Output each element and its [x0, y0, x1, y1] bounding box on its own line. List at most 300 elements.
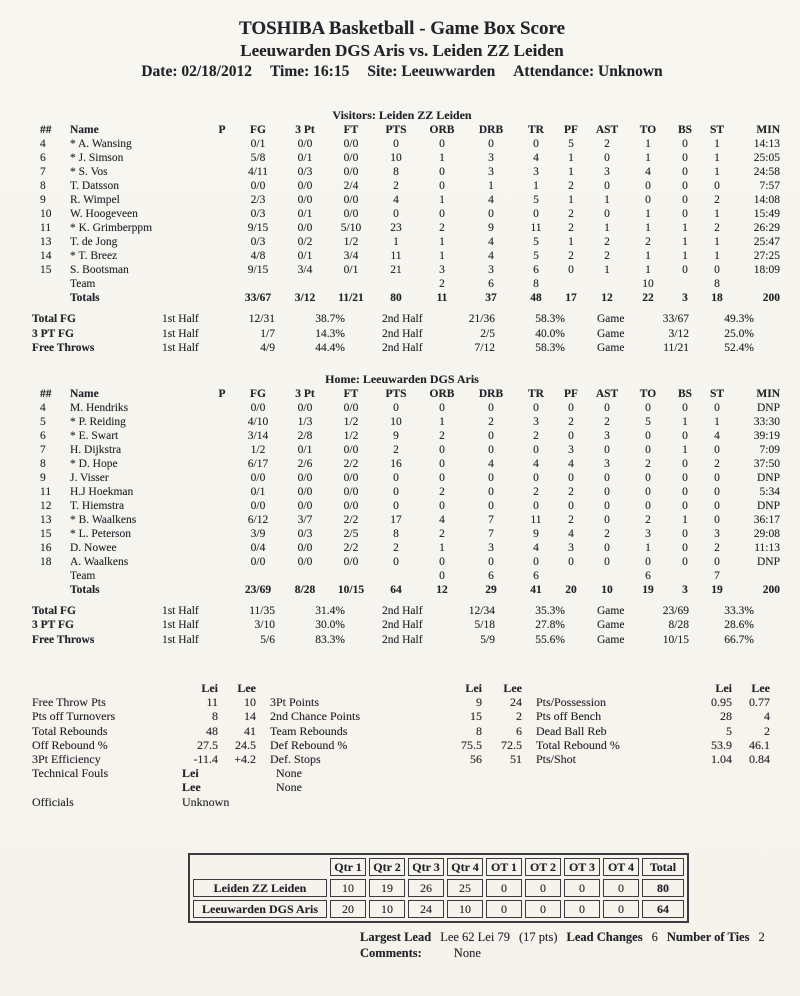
stat-st: 1 [714, 138, 720, 150]
lei-value: 48 [206, 723, 218, 738]
lee-value: 2 [516, 709, 522, 724]
stat-pts: 0 [393, 208, 399, 220]
team-name-cell: Leeuwarden DGS Aris [193, 900, 327, 918]
first-half-pct: 14.3% [315, 327, 345, 340]
stat-3pt: 2/6 [297, 457, 313, 470]
stat-pf: 1 [568, 152, 574, 164]
page-title: TOSHIBA Basketball - Game Box Score [238, 18, 566, 39]
stat-3pt: 0/1 [297, 443, 313, 456]
stat-tr: 11 [530, 222, 542, 234]
stat-fg: 1/2 [250, 443, 266, 456]
stat-min [732, 277, 783, 291]
stat-min: DNP [756, 471, 780, 484]
comparison-row [32, 752, 772, 766]
lee-value: 72.5 [501, 737, 522, 752]
lei-value: 1.04 [711, 752, 732, 767]
col-header-name: Name [70, 124, 99, 136]
player-row [32, 137, 783, 151]
col-header-pf: PF [563, 387, 579, 400]
player-number: 18 [40, 555, 52, 568]
stat-drb: 4 [488, 236, 494, 248]
stat-drb: 0 [488, 485, 494, 498]
ot-score-cell: 0 [525, 879, 561, 897]
total-ast: 12 [601, 292, 613, 304]
col-header-bs: BS [677, 124, 693, 136]
visitors-half-summary [32, 312, 772, 356]
stat-ft: 0/0 [343, 152, 359, 164]
lei-value: 53.9 [711, 737, 732, 752]
stat-3pt: 0/1 [297, 208, 313, 220]
stat-drb: 0 [488, 208, 494, 220]
comments-label: Comments: [360, 945, 422, 960]
stat-3pt: 0/0 [297, 222, 313, 234]
stat-ast: 0 [604, 513, 610, 526]
stat-orb: 2 [439, 222, 445, 234]
stat-ft: 0/0 [343, 555, 359, 568]
stat-ast: 2 [604, 236, 610, 248]
player-position [210, 151, 234, 165]
col-qtr3: Qtr 3 [408, 858, 444, 876]
stat-min: 15:49 [753, 208, 780, 220]
player-name: * B. Waalkens [70, 513, 137, 526]
total-to: 22 [642, 292, 654, 304]
player-row [32, 249, 783, 263]
second-half-value: 5/18 [474, 619, 495, 631]
stat-st: 1 [714, 236, 720, 248]
totals-label: Totals [70, 583, 100, 596]
stat-to: 1 [645, 208, 651, 220]
stat-fg: 0/0 [250, 555, 266, 568]
col-header-to: TO [639, 124, 657, 136]
home-totals-row [32, 583, 783, 597]
total-st: 19 [711, 583, 723, 596]
stat-drb: 3 [488, 166, 494, 178]
stat-ft: 2/5 [343, 527, 359, 540]
stat-ft: 0/0 [343, 166, 359, 178]
col-header-drb: DRB [478, 124, 504, 136]
stat-to: 0 [645, 471, 651, 484]
stat-min: 25:05 [753, 152, 780, 164]
stat-ft: 0/0 [343, 443, 359, 456]
lei-header: Lei [465, 681, 482, 695]
stat-pf: 5 [568, 138, 574, 150]
stat-orb: 0 [439, 208, 445, 220]
lee-value: 41 [244, 723, 256, 738]
stat-bs: 0 [682, 499, 688, 512]
player-row [32, 429, 783, 443]
spacer [32, 780, 182, 794]
total-ft: 10/15 [337, 583, 365, 596]
stat-bs: 0 [682, 457, 688, 470]
col-header-pts: PTS [385, 124, 407, 136]
stat-tr: 3 [533, 166, 539, 178]
total-pts: 64 [390, 583, 402, 596]
total-st: 18 [711, 292, 723, 304]
stat-ft: 2/2 [343, 541, 359, 554]
stat-st: 0 [714, 180, 720, 192]
stat-bs: 0 [682, 527, 688, 540]
game-value: 8/28 [668, 619, 689, 631]
visitors-totals-row [32, 291, 783, 305]
stat-ast: 3 [604, 429, 610, 442]
player-name: H. Dijkstra [70, 443, 122, 456]
stat-st: 0 [714, 264, 720, 276]
home-section-title: Home: Leeuwarden DGS Aris [325, 371, 479, 386]
ot-score-cell: 0 [486, 900, 522, 918]
stat-tr: 9 [533, 527, 539, 540]
second-half-label: 2nd Half [382, 327, 423, 340]
stat-orb: 0 [439, 499, 445, 512]
spacer [32, 291, 70, 305]
game-label: Game [597, 619, 625, 631]
second-half-pct: 58.3% [535, 313, 565, 325]
stat-drb: 4 [488, 194, 494, 206]
stat-pts: 10 [390, 152, 402, 164]
stat-min: 36:17 [753, 513, 780, 526]
player-row [32, 499, 783, 513]
col-header-ft: FT [343, 387, 359, 400]
player-name: W. Hoogeveen [70, 208, 138, 220]
officials-value: Unknown [182, 794, 230, 809]
stat-pf: 4 [568, 527, 574, 540]
stat-fg: 4/8 [250, 250, 266, 262]
stat-to: 1 [645, 138, 651, 150]
stat-bs: 0 [682, 208, 688, 220]
lee-value: 24 [510, 695, 522, 710]
stat-to: 0 [645, 443, 651, 456]
stat-st: 7 [714, 569, 720, 582]
stat-tr: 6 [533, 264, 539, 276]
col-header-p: P [218, 387, 226, 400]
stat-3pt: 0/0 [297, 555, 313, 568]
player-number: 13 [40, 236, 52, 248]
player-row [32, 415, 783, 429]
stat-pf: 2 [568, 250, 574, 262]
stat-st: 0 [714, 443, 720, 456]
ot-score-cell: 0 [564, 879, 600, 897]
lee-value: 51 [510, 752, 522, 767]
stat-to: 0 [645, 555, 651, 568]
stat-fg: 0/0 [250, 180, 266, 192]
lee-value: 46.1 [749, 737, 770, 752]
stat-ast: 0 [604, 443, 610, 456]
stat-ast: 0 [604, 152, 610, 164]
total-drb: 37 [485, 292, 497, 304]
stat-bs: 1 [682, 513, 688, 526]
player-position [210, 541, 234, 555]
stat-to: 4 [645, 166, 651, 178]
total-tr: 48 [530, 292, 542, 304]
player-position [210, 263, 234, 277]
total-ft: 11/21 [338, 292, 364, 304]
player-number: 14 [40, 250, 52, 262]
stat-st: 0 [714, 485, 720, 498]
player-number: 7 [40, 443, 46, 456]
stat-to: 1 [645, 541, 651, 554]
player-row [32, 541, 783, 555]
game-pct: 25.0% [724, 327, 754, 340]
lei-value: 27.5 [197, 737, 218, 752]
first-half-label: 1st Half [162, 313, 199, 325]
player-name: J. Visser [70, 471, 109, 484]
col-qtr1: Qtr 1 [330, 858, 366, 876]
stat-ft: 1/2 [343, 429, 359, 442]
spacer [32, 583, 70, 597]
player-name: * E. Swart [70, 429, 119, 442]
stat-to: 1 [645, 250, 651, 262]
half-stat-label: 3 PT FG [32, 327, 74, 340]
stat-to: 10 [642, 278, 654, 290]
first-half-value: 5/6 [260, 633, 275, 646]
game-pct: 28.6% [724, 619, 754, 631]
col-header-p: P [218, 124, 226, 136]
col-ot1: OT 1 [486, 858, 522, 876]
stat-orb: 1 [439, 236, 445, 248]
col-header-fg: FG [250, 387, 266, 400]
player-name: T. de Jong [70, 236, 118, 248]
player-row [32, 457, 783, 471]
game-value: 23/69 [662, 604, 689, 617]
stat-ast: 2 [604, 138, 610, 150]
player-row [32, 221, 783, 235]
stat-pts [374, 569, 418, 583]
stat-pf: 0 [568, 499, 574, 512]
col-header-ast: AST [595, 124, 619, 136]
stat-label-mid: Def. Stops [270, 752, 321, 767]
spacer [193, 858, 327, 876]
comparison-row [32, 738, 772, 752]
stat-3pt: 0/0 [297, 485, 313, 498]
col-header-name: Name [70, 387, 99, 400]
player-number: 4 [40, 138, 46, 150]
stat-st: 4 [714, 429, 720, 442]
lei-value: 56 [470, 752, 482, 767]
stat-drb: 3 [488, 152, 494, 164]
stat-fg: 0/1 [250, 138, 266, 150]
total-pts: 80 [390, 292, 402, 304]
stat-to: 0 [645, 180, 651, 192]
stat-pts: 9 [393, 429, 399, 442]
stat-pf: 2 [568, 513, 574, 526]
stat-to: 0 [645, 485, 651, 498]
lee-header: Lee [237, 681, 256, 695]
col-header-ast: AST [595, 387, 619, 400]
first-half-label: 1st Half [162, 619, 199, 631]
game-label: Game [597, 633, 625, 646]
stat-min: 24:58 [753, 166, 780, 178]
second-half-label: 2nd Half [382, 342, 423, 354]
first-half-value: 12/31 [248, 313, 275, 325]
stat-tr: 0 [533, 555, 539, 568]
stat-st: 0 [714, 401, 720, 414]
stat-bs: 0 [682, 138, 688, 150]
comparison-section [32, 681, 772, 809]
stat-drb: 7 [488, 527, 494, 540]
comparison-row [32, 709, 772, 723]
lei-value: 75.5 [461, 737, 482, 752]
stat-ft: 2/2 [343, 513, 359, 526]
stat-orb: 0 [439, 443, 445, 456]
stat-pts: 0 [393, 471, 399, 484]
second-half-value: 2/5 [480, 327, 495, 340]
stat-3pt: 2/8 [297, 429, 313, 442]
document-header [32, 18, 772, 82]
stat-drb: 7 [488, 513, 494, 526]
quarter-score-section [188, 853, 772, 961]
home-half-summary [32, 604, 772, 648]
stat-pts: 0 [393, 138, 399, 150]
second-half-value: 7/12 [474, 342, 495, 354]
stat-ft: 0/0 [343, 499, 359, 512]
total-score-cell: 64 [642, 900, 684, 918]
stat-st: 3 [714, 527, 720, 540]
totals-label: Totals [70, 292, 100, 304]
stat-fg: 3/9 [250, 527, 266, 540]
player-number: 9 [40, 194, 46, 206]
col-header-st: ST [709, 387, 725, 400]
player-number: 16 [40, 541, 52, 554]
stat-ast [586, 277, 628, 291]
first-half-value: 11/35 [249, 604, 275, 617]
player-name: D. Nowee [70, 541, 117, 554]
player-number: 13 [40, 513, 52, 526]
stat-min: 29:08 [753, 527, 780, 540]
half-stat-label: Free Throws [32, 633, 95, 646]
officials-label: Officials [32, 794, 74, 809]
stat-pf: 2 [568, 208, 574, 220]
col-header-orb: ORB [429, 124, 455, 136]
player-number: 15 [40, 264, 52, 276]
player-number: 8 [40, 180, 46, 192]
player-name: * J. Simson [70, 152, 124, 164]
player-position [210, 485, 234, 499]
total-bs: 3 [682, 583, 688, 596]
game-info-segment: Date: 02/18/2012 [141, 63, 252, 80]
stat-bs: 1 [682, 236, 688, 248]
col-header-tr: TR [528, 387, 544, 400]
stat-ft: 0/0 [343, 138, 359, 150]
second-half-value: 21/36 [468, 313, 495, 325]
ot-score-cell: 0 [486, 879, 522, 897]
stat-bs: 0 [682, 485, 688, 498]
game-label: Game [597, 327, 625, 340]
stat-pts: 11 [390, 250, 402, 262]
total-ast: 10 [601, 583, 613, 596]
player-position [210, 471, 234, 485]
spacer [32, 681, 172, 695]
player-row [32, 401, 783, 415]
stat-pf: 0 [568, 264, 574, 276]
stat-tr: 0 [533, 499, 539, 512]
stat-ast: 0 [604, 401, 610, 414]
player-name: * L. Peterson [70, 527, 132, 540]
stat-drb: 1 [488, 180, 494, 192]
total-tr: 41 [530, 583, 542, 596]
lei-value: 28 [720, 709, 732, 724]
stat-label-right: Pts/Possession [536, 695, 607, 710]
stat-ft: 1/2 [343, 415, 359, 428]
second-half-pct: 55.6% [535, 633, 565, 646]
player-row [32, 513, 783, 527]
stat-st: 0 [714, 471, 720, 484]
col-header-bs: BS [677, 387, 693, 400]
stat-ft: 0/0 [343, 485, 359, 498]
stat-orb: 1 [439, 152, 445, 164]
quarter-score-cell: 20 [330, 900, 366, 918]
col-ot2: OT 2 [525, 858, 561, 876]
ot-score-cell: 0 [525, 900, 561, 918]
player-position [210, 193, 234, 207]
stat-ft: 5/10 [340, 222, 362, 234]
quarter-score-table [188, 853, 689, 923]
stat-st: 2 [714, 222, 720, 234]
stat-tr: 0 [533, 471, 539, 484]
player-name: M. Hendriks [70, 401, 129, 414]
second-half-pct: 35.3% [535, 604, 565, 617]
stat-to: 2 [645, 513, 651, 526]
largest-lead-label: Largest Lead [360, 929, 432, 944]
stat-to: 6 [645, 569, 651, 582]
stat-label-right: Pts/Shot [536, 752, 577, 767]
stat-pf: 1 [568, 236, 574, 248]
stat-fg: 0/0 [250, 471, 266, 484]
stat-to: 0 [645, 401, 651, 414]
stat-fg: 0/3 [250, 208, 266, 220]
half-stats-row [32, 618, 772, 633]
player-position [210, 555, 234, 569]
player-position [210, 527, 234, 541]
stat-pf: 3 [568, 541, 574, 554]
stat-drb: 0 [488, 443, 494, 456]
player-name: S. Bootsman [70, 264, 129, 276]
stat-3pt: 0/0 [297, 471, 313, 484]
stat-fg: 4/11 [247, 166, 269, 178]
stat-fg: 0/3 [250, 236, 266, 248]
lee-value: 4 [764, 709, 770, 724]
comparison-header-row [32, 681, 772, 695]
stat-min: 39:19 [753, 429, 780, 442]
stat-ft: 0/1 [343, 264, 359, 276]
lei-value: 0.95 [711, 695, 732, 710]
stat-tr: 4 [533, 152, 539, 164]
stat-fg: 3/14 [247, 429, 269, 442]
stat-min: 11:13 [754, 541, 780, 554]
player-position [210, 221, 234, 235]
stat-label-mid: Def Rebound % [270, 737, 348, 752]
comments-line [360, 946, 772, 961]
total-score-cell: 80 [642, 879, 684, 897]
visitors-section-title: Visitors: Leiden ZZ Leiden [332, 108, 472, 122]
half-stat-label: Total FG [32, 313, 76, 325]
player-position [210, 235, 234, 249]
stat-drb: 0 [488, 138, 494, 150]
stat-pts: 2 [393, 541, 399, 554]
stat-pts: 1 [393, 236, 399, 248]
ot-score-cell: 0 [603, 900, 639, 918]
stat-pts [374, 277, 418, 291]
stat-bs: 0 [682, 401, 688, 414]
stat-tr: 11 [530, 513, 542, 526]
stat-drb: 6 [488, 569, 494, 582]
stat-label-right: Dead Ball Reb [536, 723, 607, 738]
stat-fg: 0/0 [250, 499, 266, 512]
second-half-pct: 27.8% [535, 619, 565, 631]
first-half-pct: 30.0% [315, 619, 345, 631]
stat-3pt: 3/7 [297, 513, 313, 526]
stat-3pt: 0/0 [297, 180, 313, 192]
stat-drb: 0 [488, 471, 494, 484]
stat-3pt: 1/3 [297, 415, 313, 428]
